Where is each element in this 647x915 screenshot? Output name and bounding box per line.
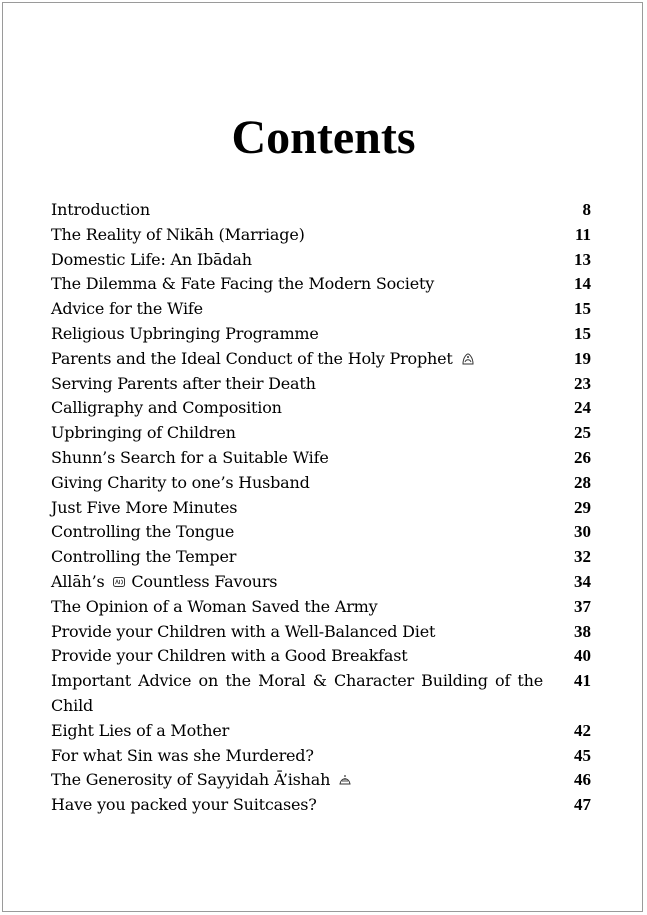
- toc-entry[interactable]: [51, 421, 591, 446]
- toc-entry[interactable]: [51, 744, 591, 769]
- toc-entry[interactable]: [51, 372, 591, 397]
- toc-entry-title: Important Advice on the Moral & Character Building of the Child: [51, 671, 543, 715]
- toc-entry-title: Introduction: [51, 200, 150, 219]
- toc-entry[interactable]: [51, 570, 591, 595]
- toc-entry[interactable]: [51, 248, 591, 273]
- toc-entry-title: Shunn’s Search for a Suitable Wife: [51, 447, 329, 467]
- toc-entry[interactable]: [51, 793, 591, 818]
- toc-entry-page: 8: [582, 200, 591, 219]
- toc-entry-title: Just Five More Minutes: [51, 497, 238, 517]
- toc-entry-title: Serving Parents after their Death: [51, 373, 316, 393]
- toc-entry[interactable]: [51, 446, 591, 471]
- toc-entry-page: 15: [574, 323, 591, 343]
- toc-entry[interactable]: [51, 322, 591, 347]
- toc-entry-page: 38: [574, 621, 591, 641]
- page-title: Contents: [231, 111, 416, 164]
- toc-entry-title: Eight Lies of a Mother: [51, 720, 230, 740]
- toc-entry-title: Controlling the Temper: [51, 547, 237, 567]
- toc-entry-page: 29: [574, 497, 591, 517]
- toc-entry-page: 45: [574, 745, 591, 765]
- toc-entry-title: The Reality of Nikāh (Marriage): [51, 224, 305, 244]
- toc-entry-title: Domestic Life: An Ibādah: [51, 249, 252, 269]
- benediction-icon: [338, 773, 352, 787]
- toc-entry-page: 47: [574, 795, 591, 815]
- toc-entry[interactable]: [51, 719, 591, 744]
- toc-entry-title: For what Sin was she Murdered?: [51, 745, 314, 765]
- toc-entry-title: Controlling the Tongue: [51, 522, 235, 542]
- table-of-contents: [51, 198, 591, 818]
- toc-entry-page: 24: [574, 398, 591, 418]
- toc-entry-title: Calligraphy and Composition: [51, 398, 282, 418]
- toc-entry[interactable]: [51, 545, 591, 570]
- toc-entry-title: Provide your Children with a Good Breakfast: [51, 646, 408, 666]
- toc-entry-page: 14: [574, 274, 591, 294]
- toc-entry[interactable]: [51, 471, 591, 496]
- toc-entry-title: Upbringing of Children: [51, 423, 236, 443]
- toc-entry-page: 26: [574, 447, 591, 467]
- toc-entry-page: 40: [574, 646, 591, 666]
- toc-entry-title-part: Countless Favours: [131, 571, 278, 591]
- salutation-icon: [461, 352, 475, 366]
- toc-entry-page: 30: [574, 522, 591, 542]
- toc-entry-page: 37: [574, 596, 591, 616]
- toc-entry[interactable]: [51, 496, 591, 521]
- toc-entry-title: Have you packed your Suitcases?: [51, 795, 317, 815]
- toc-entry-title: The Opinion of a Woman Saved the Army: [51, 596, 378, 616]
- toc-entry[interactable]: [51, 595, 591, 620]
- toc-entry-page: 28: [574, 472, 591, 492]
- toc-entry-page: 19: [574, 348, 591, 368]
- toc-entry-page: 13: [574, 249, 591, 269]
- toc-entry-page: 41: [574, 671, 591, 691]
- toc-entry[interactable]: [51, 620, 591, 645]
- toc-entry-title: Giving Charity to one’s Husband: [51, 472, 310, 492]
- toc-entry[interactable]: [51, 669, 591, 719]
- toc-entry[interactable]: [51, 347, 591, 372]
- toc-entry[interactable]: [51, 272, 591, 297]
- toc-entry-title: The Dilemma & Fate Facing the Modern Society: [51, 274, 435, 294]
- toc-entry-page: 32: [574, 547, 591, 567]
- toc-entry-page: 15: [574, 299, 591, 319]
- glorification-icon: [112, 575, 126, 589]
- toc-entry-title-wrap: [51, 768, 567, 793]
- toc-entry[interactable]: [51, 520, 591, 545]
- toc-entry-title-part: Allāh’s: [51, 571, 105, 591]
- toc-entry-page: 46: [574, 770, 591, 790]
- toc-entry-page: 42: [574, 720, 591, 740]
- toc-entry[interactable]: [51, 297, 591, 322]
- toc-entry[interactable]: [51, 396, 591, 421]
- toc-entry[interactable]: [51, 223, 591, 248]
- toc-entry[interactable]: [51, 644, 591, 669]
- toc-entry-title-wrap: [51, 570, 567, 595]
- toc-entry[interactable]: [51, 198, 591, 223]
- toc-entry-page: 25: [574, 423, 591, 443]
- toc-entry-title: Provide your Children with a Well-Balanced Diet: [51, 621, 436, 641]
- toc-entry-page: 34: [574, 571, 591, 591]
- toc-entry-title: The Generosity of Sayyidah Ā’ishah: [51, 770, 331, 790]
- toc-entry[interactable]: [51, 768, 591, 793]
- toc-entry-page: 23: [574, 373, 591, 393]
- toc-entry-title: Advice for the Wife: [51, 299, 203, 319]
- toc-entry-title: Parents and the Ideal Conduct of the Holy Prophet: [51, 348, 453, 368]
- toc-entry-title-wrap: [51, 347, 567, 372]
- toc-entry-page: 11: [574, 224, 591, 244]
- toc-entry-title: Religious Upbringing Programme: [51, 323, 319, 343]
